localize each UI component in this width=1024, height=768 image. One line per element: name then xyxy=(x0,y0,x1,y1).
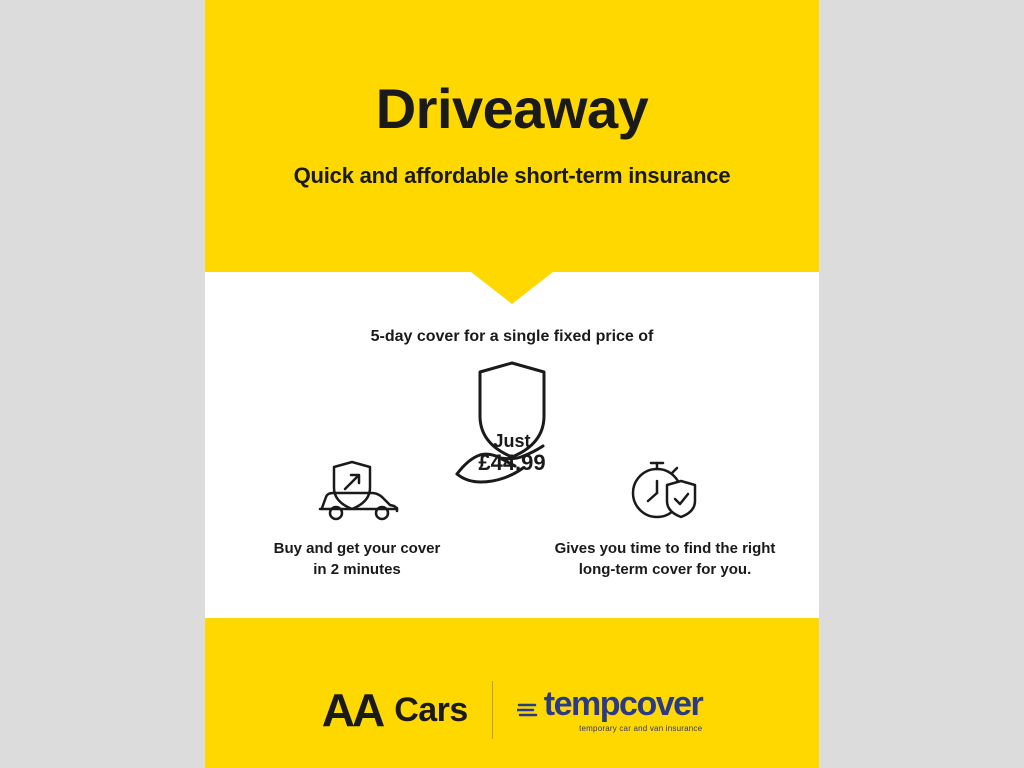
tempcover-wordmark: tempcover xyxy=(543,685,703,723)
footer-notch xyxy=(205,618,819,652)
feature-text-1-line2: in 2 minutes xyxy=(313,561,401,579)
middle-section xyxy=(205,306,819,618)
price-lead-text: 5-day cover for a single fixed price of xyxy=(370,328,654,345)
tempcover-tagline: temporary car and van insurance xyxy=(579,724,703,733)
feature-text-2-line1: Gives you time to find the right xyxy=(554,540,776,557)
tempcover-logo xyxy=(517,687,702,733)
feature-list xyxy=(205,456,819,616)
page-subtitle: Quick and affordable short-term insurance xyxy=(293,163,731,188)
tempcover-speed-lines-icon xyxy=(517,699,539,726)
poster xyxy=(205,0,819,768)
aa-logo: AA xyxy=(321,684,383,736)
footer-logos xyxy=(205,670,819,750)
stopwatch-shield-icon xyxy=(525,456,805,524)
header-notch xyxy=(205,270,819,306)
feature-item-1 xyxy=(217,456,497,581)
page-title: Driveaway xyxy=(375,77,649,140)
feature-text-1-line1: Buy and get your cover xyxy=(273,540,441,557)
feature-text-2-line2: long-term cover for you. xyxy=(578,561,752,579)
price-amount: £44.99 xyxy=(478,450,546,476)
logo-divider xyxy=(492,681,493,739)
price-just-label: Just xyxy=(493,431,531,451)
feature-item-2 xyxy=(525,456,805,581)
aa-cars-label: Cars xyxy=(394,691,468,729)
car-shield-icon xyxy=(217,456,497,524)
feature-text-1 xyxy=(217,538,497,581)
feature-text-2 xyxy=(525,538,805,581)
